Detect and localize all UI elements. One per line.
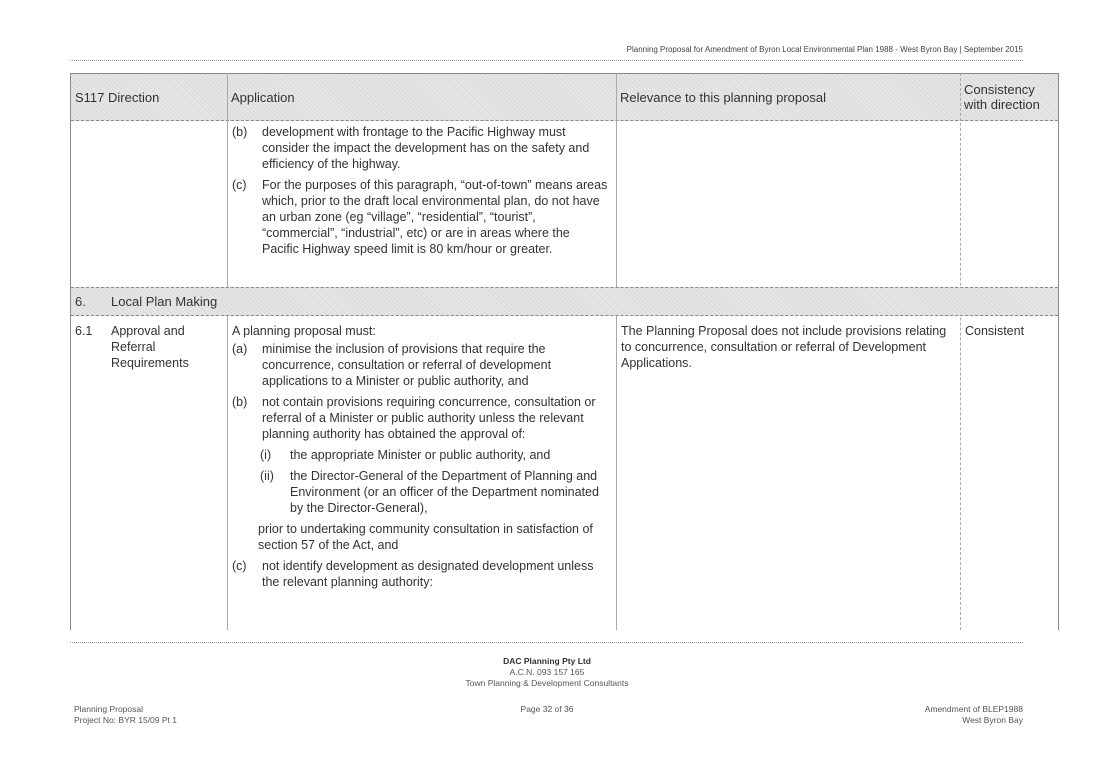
row-number: 6.1 bbox=[75, 324, 93, 338]
item-text: not identify development as designated development unless the relevant planning authority: bbox=[262, 559, 594, 589]
col-header-consistency: Consistency with direction bbox=[964, 82, 1040, 112]
company-tagline: Town Planning & Development Consultants bbox=[465, 678, 629, 688]
company-acn: A.C.N. 093 157 165 bbox=[509, 667, 585, 677]
section-number: 6. bbox=[75, 294, 86, 309]
item-text: the appropriate Minister or public authority, and bbox=[290, 448, 551, 462]
footer-company-block bbox=[0, 656, 1094, 689]
application-intro: A planning proposal must: bbox=[232, 324, 376, 338]
footer-divider bbox=[70, 642, 1023, 643]
item-text: For the purposes of this paragraph, “out-of-town” means areas which, prior to the draft local environmental plan, do not have an urban zone (eg “village”, “residential”, “tourist”, “commercial”, “industrial”, etc) or are in areas where the Pacific Highway speed limit is 80 km/hour or greater. bbox=[262, 178, 608, 256]
item-label: (b) bbox=[232, 395, 248, 409]
sub-list-item bbox=[232, 447, 612, 463]
footer-location: West Byron Bay bbox=[962, 715, 1023, 725]
relevance-text: The Planning Proposal does not include provisions relating to concurrence, consultation or referral of Development Applications. bbox=[621, 324, 947, 370]
column-divider bbox=[616, 73, 617, 630]
item-text: the Director-General of the Department of Planning and Environment (or an officer of the Department nominated by the Director-General), bbox=[290, 469, 599, 515]
page-number: Page 32 of 36 bbox=[520, 704, 574, 714]
continued-application-cell bbox=[232, 124, 610, 262]
application-cell bbox=[232, 323, 612, 595]
list-item bbox=[232, 394, 612, 442]
item-label: (a) bbox=[232, 342, 248, 356]
list-item bbox=[232, 177, 610, 257]
footer-amendment: Amendment of BLEP1988 bbox=[924, 704, 1023, 714]
column-divider bbox=[227, 73, 228, 630]
page-header: Planning Proposal for Amendment of Byron Local Environmental Plan 1988 - West Byron Bay | September 2015 bbox=[626, 45, 1023, 54]
footer-right-block bbox=[925, 704, 1023, 726]
footer-project-no: Project No: BYR 15/09 Pt 1 bbox=[74, 715, 177, 725]
list-item bbox=[232, 558, 612, 590]
header-divider bbox=[70, 60, 1023, 61]
item-text: development with frontage to the Pacific Highway must consider the impact the development has on the safety and efficiency of the highway. bbox=[262, 125, 590, 171]
section-heading-row bbox=[71, 287, 1058, 316]
direction-name: Approval and Referral Requirements bbox=[111, 324, 189, 370]
col-header-application: Application bbox=[231, 89, 295, 105]
col-header-relevance: Relevance to this planning proposal bbox=[620, 89, 826, 105]
consistency-status: Consistent bbox=[965, 324, 1025, 338]
table-header-row bbox=[71, 73, 1058, 121]
item-label: (ii) bbox=[260, 469, 274, 483]
company-name: DAC Planning Pty Ltd bbox=[503, 656, 591, 666]
continuation-text: prior to undertaking community consultation in satisfaction of section 57 of the Act, and bbox=[258, 522, 593, 552]
section-title: Local Plan Making bbox=[111, 294, 218, 309]
item-label: (i) bbox=[260, 448, 272, 462]
sub-list-item bbox=[232, 468, 612, 516]
list-item bbox=[232, 124, 610, 172]
footer-doc-title: Planning Proposal bbox=[74, 704, 143, 714]
s117-table bbox=[70, 73, 1059, 630]
col-header-direction: S117 Direction bbox=[75, 89, 160, 105]
list-item bbox=[232, 341, 612, 389]
item-label: (b) bbox=[232, 125, 248, 139]
item-text: not contain provisions requiring concurrence, consultation or referral of a Minister or public authority unless the relevant planning authority has obtained the approval of: bbox=[262, 395, 596, 441]
item-label: (c) bbox=[232, 178, 247, 192]
item-text: minimise the inclusion of provisions that require the concurrence, consultation or referral of development applications to a Minister or public authority, and bbox=[262, 342, 552, 388]
item-label: (c) bbox=[232, 559, 247, 573]
column-divider bbox=[960, 73, 961, 630]
